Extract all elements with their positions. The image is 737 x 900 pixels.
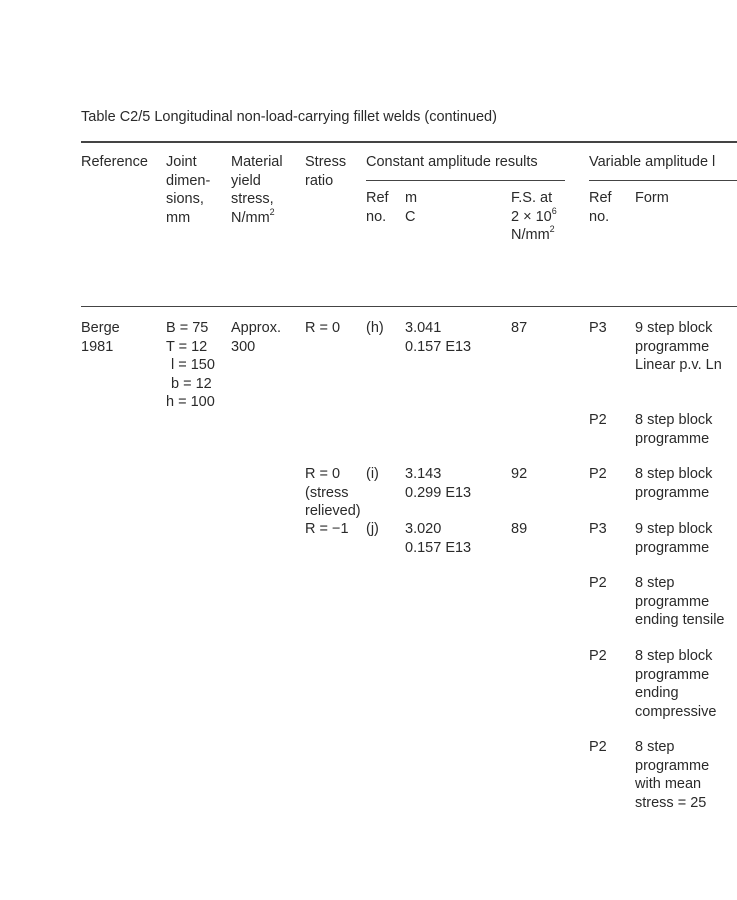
table-caption: Table C2/5 Longitudinal non-load-carrying fillet welds (continued): [81, 109, 497, 125]
header-bottom-rule: [81, 306, 737, 307]
variable-group-rule: [589, 180, 737, 181]
table-top-rule: [81, 141, 737, 143]
constant-group-rule: [366, 180, 565, 181]
header-constant-amplitude: Constant amplitude results: [366, 154, 538, 170]
header-variable-amplitude: Variable amplitude l: [589, 154, 716, 170]
header-va-form: Form: [635, 190, 669, 206]
header-reference: Reference: [81, 154, 148, 170]
